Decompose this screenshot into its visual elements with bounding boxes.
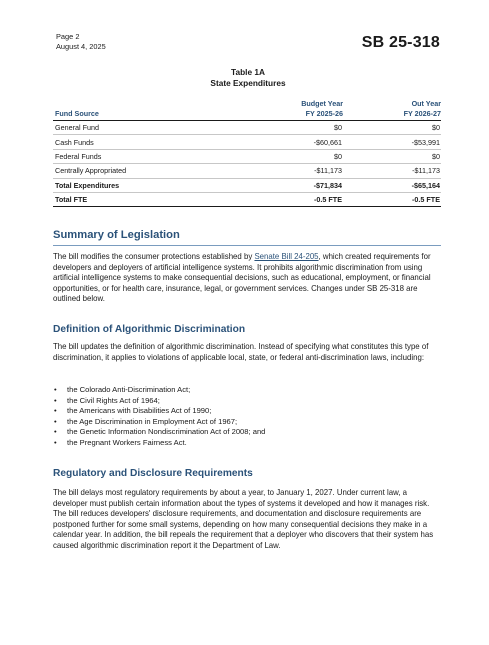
- fund-source-cell: Centrally Appropriated: [53, 164, 231, 178]
- summary-paragraph: The bill modifies the consumer protections established by Senate Bill 24-205, which created requirements for developers and deployers of artificial intelligence systems. It prohibits algorithmic discrimination from using artificial intelligence systems to make consequential decisions, such as educational, employment, or financial opportunities, or for health care, insurance, legal, or government services. Changes under SB 25-318 are outlined below.: [53, 252, 431, 304]
- table-header-row: [53, 99, 441, 121]
- list-item: • the Genetic Information Nondiscrimination Act of 2008; and: [53, 427, 441, 438]
- total-expenditures-row: [53, 178, 441, 192]
- out-year-cell: $0: [343, 149, 441, 163]
- senate-bill-24-205-link[interactable]: Senate Bill 24-205: [254, 252, 319, 261]
- budget-year-cell: $0: [231, 149, 343, 163]
- budget-year-cell: -$11,173: [231, 164, 343, 178]
- bill-number: SB 25-318: [361, 34, 440, 51]
- regulatory-paragraph: The bill delays most regulatory requirements by about a year, to January 1, 2027. Under current law, a developer must publish certain information about the types of systems it developed and how it manages risk. The bill reduces developers' disclosure requirements, and documentation and disclosure requirements are postponed further for some small systems, depending on how many consequential decisions they make in a calendar year. In addition, the bill repeals the requirement that a deployer who discovers that their system has caused algorithmic discrimination report it the Department of Law.: [53, 488, 434, 550]
- fund-source-cell: Federal Funds: [53, 149, 231, 163]
- section-divider: [53, 245, 441, 246]
- anti-discrimination-laws-list: [53, 385, 441, 449]
- budget-year-cell: -$60,661: [231, 135, 343, 149]
- column-header-fund-source: Fund Source: [53, 99, 231, 121]
- definition-heading: Definition of Algorithmic Discrimination: [53, 324, 246, 335]
- state-expenditures-table: [53, 99, 441, 207]
- list-item: • the Pregnant Workers Fairness Act.: [53, 438, 441, 449]
- table-row: [53, 121, 441, 135]
- fte-budget-year-cell: -0.5 FTE: [231, 192, 343, 206]
- definition-paragraph: The bill updates the definition of algorithmic discrimination. Instead of specifying what constitutes this type of discrimination, it applies to violations of applicable local, state, or federal anti-discrimination laws, including:: [53, 342, 429, 362]
- out-year-cell: $0: [343, 121, 441, 135]
- column-header-out-year: Out Year FY 2026-27: [343, 99, 441, 121]
- out-year-cell: -$11,173: [343, 164, 441, 178]
- table-row: [53, 149, 441, 163]
- list-item: • the Americans with Disabilities Act of 1990;: [53, 406, 441, 417]
- page-number: Page 2: [56, 32, 80, 41]
- fte-out-year-cell: -0.5 FTE: [343, 192, 441, 206]
- budget-year-cell: $0: [231, 121, 343, 135]
- total-out-year-cell: -$65,164: [343, 178, 441, 192]
- out-year-cell: -$53,991: [343, 135, 441, 149]
- total-budget-year-cell: -$71,834: [231, 178, 343, 192]
- page-date: August 4, 2025: [56, 42, 106, 51]
- list-item: • the Colorado Anti-Discrimination Act;: [53, 385, 441, 396]
- fte-label-cell: Total FTE: [53, 192, 231, 206]
- total-label-cell: Total Expenditures: [53, 178, 231, 192]
- summary-heading: Summary of Legislation: [53, 229, 180, 241]
- total-fte-row: [53, 192, 441, 206]
- table-row: [53, 164, 441, 178]
- column-header-budget-year: Budget Year FY 2025-26: [231, 99, 343, 121]
- list-item: • the Age Discrimination in Employment Act of 1967;: [53, 417, 441, 428]
- table-caption: State Expenditures: [210, 78, 286, 88]
- table-title: [56, 67, 440, 89]
- table-number: Table 1A: [231, 67, 265, 77]
- page-header: [56, 32, 440, 56]
- fund-source-cell: Cash Funds: [53, 135, 231, 149]
- regulatory-heading: Regulatory and Disclosure Requirements: [53, 468, 253, 479]
- fund-source-cell: General Fund: [53, 121, 231, 135]
- list-item: • the Civil Rights Act of 1964;: [53, 396, 441, 407]
- table-row: [53, 135, 441, 149]
